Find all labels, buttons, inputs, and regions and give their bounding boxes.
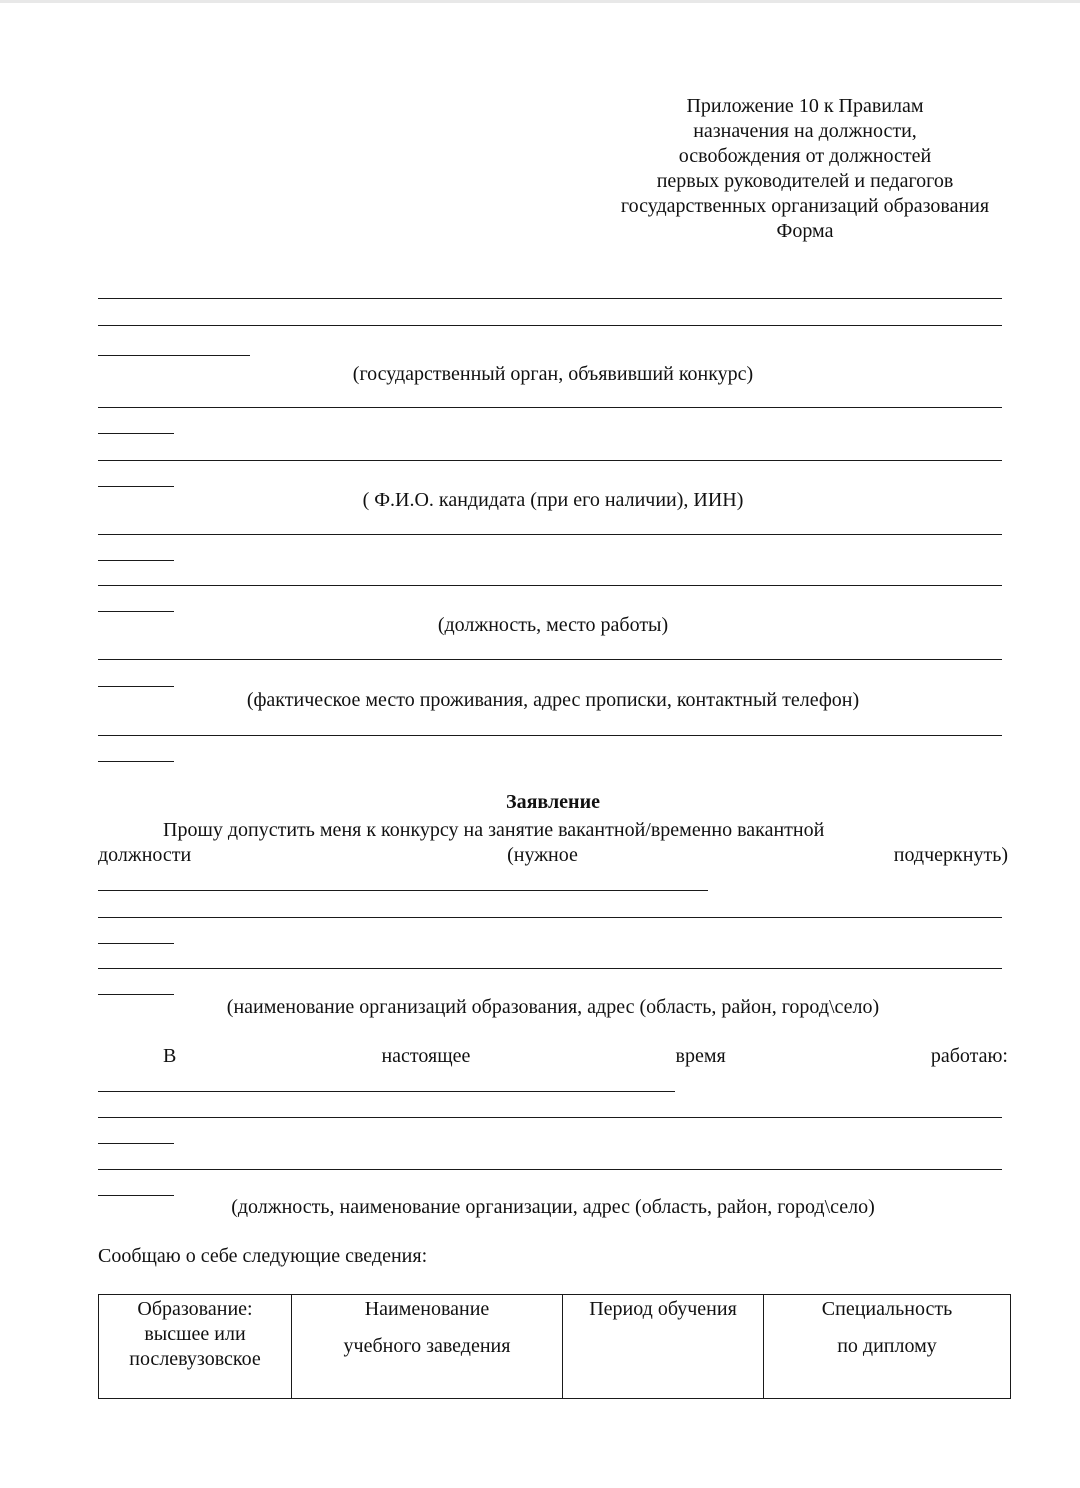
government-body-label: (государственный орган, объявивший конкурс) — [352, 363, 754, 385]
fill-line — [98, 917, 1002, 918]
fill-line — [98, 1143, 174, 1144]
header-cell-education — [99, 1295, 292, 1399]
header-text: Период обучения — [589, 1298, 737, 1320]
statement-title: Заявление — [506, 791, 600, 813]
word: время — [675, 1045, 726, 1067]
header-cell-period — [563, 1295, 764, 1399]
header-text: по диплому — [837, 1335, 937, 1357]
header-text: Специальность — [821, 1298, 953, 1320]
header-cell-institution — [292, 1295, 563, 1399]
fill-line — [98, 890, 708, 891]
statement-text-line — [98, 843, 1008, 868]
fill-line — [98, 1169, 1002, 1170]
fill-line — [98, 534, 1002, 535]
form-label: Форма — [776, 220, 834, 242]
fill-line — [98, 486, 174, 487]
fill-line — [98, 761, 174, 762]
candidate-label: ( Ф.И.О. кандидата (при его наличии), ИИН) — [362, 489, 744, 511]
top-border — [0, 0, 1080, 3]
fill-line — [98, 560, 174, 561]
header-text: послевузовское — [129, 1348, 261, 1370]
annex-line: освобождения от должностей — [678, 145, 932, 167]
header-text: Наименование — [364, 1298, 490, 1320]
info-heading: Сообщаю о себе следующие сведения: — [98, 1245, 428, 1267]
word: должности — [98, 844, 192, 866]
word: настоящее — [381, 1045, 471, 1067]
fill-line — [98, 298, 1002, 299]
annex-line: Приложение 10 к Правилам — [686, 95, 924, 117]
residence-label: (фактическое место проживания, адрес прописки, контактный телефон) — [246, 689, 860, 711]
word: В — [163, 1045, 177, 1067]
word: работаю: — [930, 1045, 1008, 1067]
education-table — [98, 1294, 1011, 1399]
word: подчеркнуть) — [893, 844, 1008, 866]
fill-line — [98, 1117, 1002, 1118]
table-header-row — [99, 1295, 1011, 1399]
fill-line — [98, 433, 174, 434]
fill-line — [98, 968, 1002, 969]
annex-line: назначения на должности, — [693, 120, 917, 142]
fill-line — [98, 1091, 675, 1092]
fill-line — [98, 659, 1002, 660]
annex-line: первых руководителей и педагогов — [656, 170, 954, 192]
annex-line: государственных организаций образования — [620, 195, 990, 217]
header-text: учебного заведения — [343, 1335, 511, 1357]
current-work-label: (должность, наименование организации, адрес (область, район, город\село) — [231, 1196, 875, 1218]
organization-label: (наименование организаций образования, адрес (область, район, город\село) — [226, 996, 880, 1018]
fill-line — [98, 735, 1002, 736]
fill-line — [98, 325, 1002, 326]
position-label: (должность, место работы) — [437, 614, 669, 636]
fill-line — [98, 460, 1002, 461]
word: (нужное — [507, 844, 578, 866]
current-work-line — [163, 1044, 1008, 1069]
header-text: высшее или — [144, 1323, 246, 1345]
fill-line — [98, 355, 250, 356]
header-cell-specialty — [764, 1295, 1011, 1399]
fill-line — [98, 585, 1002, 586]
fill-line — [98, 943, 174, 944]
fill-line — [98, 611, 174, 612]
header-text: Образование: — [137, 1298, 253, 1320]
fill-line — [98, 686, 174, 687]
annex-header — [600, 94, 1010, 244]
fill-line — [98, 407, 1002, 408]
statement-text: Прошу допустить меня к конкурсу на занятие вакантной/временно вакантной — [163, 819, 825, 841]
